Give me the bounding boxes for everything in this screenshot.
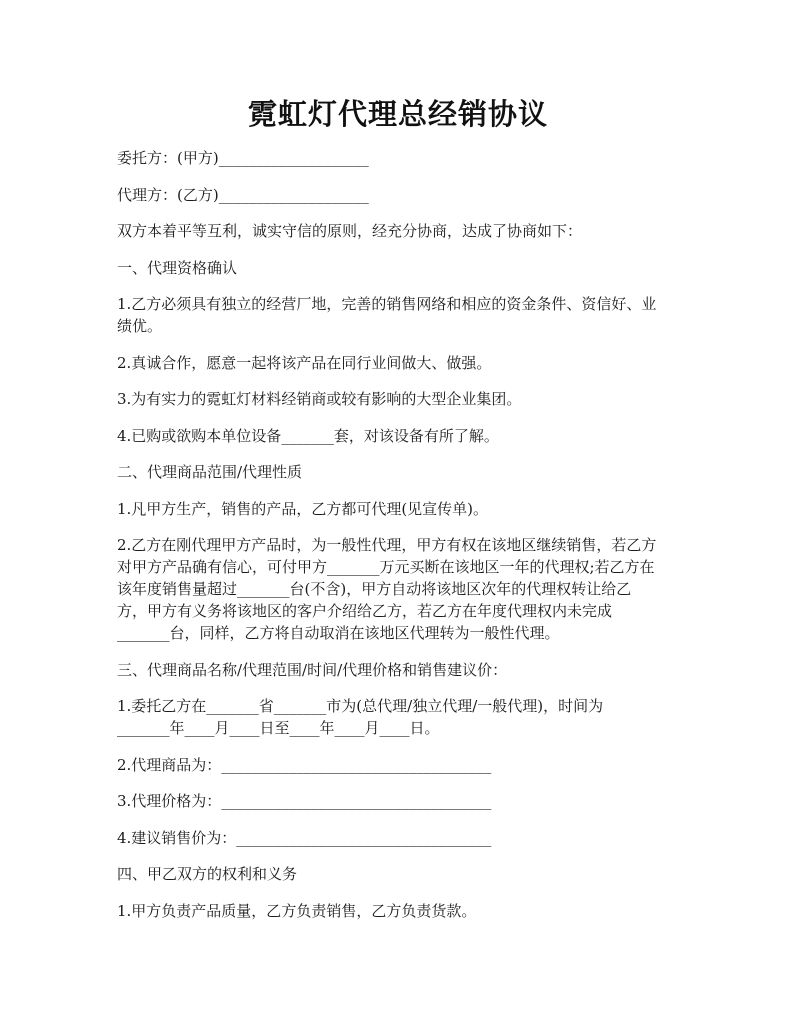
text-line: 方，甲方有义务将该地区的客户介绍给乙方，若乙方在年度代理权内未完成 xyxy=(117,602,613,620)
document-title: 霓虹灯代理总经销协议 xyxy=(247,97,548,131)
text-line: 双方本着平等互利，诚实守信的原则，经充分协商，达成了协商如下： xyxy=(117,222,583,240)
paragraph-clause-1-2 xyxy=(117,352,682,374)
text-line: 一、代理资格确认 xyxy=(117,258,238,277)
paragraph-clause-1-4 xyxy=(117,425,682,447)
paragraph-clause-4-1 xyxy=(117,900,682,922)
text-line: 三、代理商品名称/代理范围/时间/代理价格和销售建议价： xyxy=(117,660,508,679)
text-line: _______年____月____日至____年____月____日。 xyxy=(117,719,440,737)
paragraph-clause-1-3 xyxy=(117,388,682,410)
text-line: 2.代理商品为：____________________________________ xyxy=(117,755,492,774)
text-line: 委托方：(甲方)____________________ xyxy=(117,149,369,167)
text-line: 该年度销售量超过_______台(不含)，甲方自动将该地区次年的代理权转让给乙 xyxy=(117,580,632,598)
paragraph-section-4 xyxy=(117,863,682,885)
paragraph-clause-3-4 xyxy=(117,827,682,849)
text-line: 代理方：(乙方)____________________ xyxy=(117,185,369,204)
paragraph-party-a xyxy=(117,147,682,169)
text-line: 2.乙方在刚代理甲方产品时，为一般性代理，甲方有权在该地区继续销售，若乙方 xyxy=(117,536,657,554)
paragraph-clause-3-1 xyxy=(117,695,682,739)
paragraph-clause-2-2 xyxy=(117,534,682,644)
text-line: 4.已购或欲购本单位设备_______套，对该设备有所了解。 xyxy=(117,426,499,445)
text-line: 四、甲乙双方的权利和义务 xyxy=(117,865,298,883)
text-line: 1.甲方负责产品质量，乙方负责销售，乙方负责货款。 xyxy=(117,901,477,920)
paragraph-clause-1-1 xyxy=(117,293,682,337)
text-line: 二、代理商品范围/代理性质 xyxy=(117,463,303,481)
paragraph-section-1 xyxy=(117,257,682,279)
text-line: 3.代理价格为：____________________________________ xyxy=(117,792,492,810)
paragraph-clause-2-1 xyxy=(117,498,682,520)
text-line: 1.委托乙方在_______省_______市为(总代理/独立代理/一般代理)，时间为 xyxy=(117,697,604,715)
text-line: 对甲方产品确有信心，可付甲方_______万元买断在该地区一年的代理权;若乙方在 xyxy=(117,558,655,576)
text-line: _______台，同样，乙方将自动取消在该地区代理转为一般性代理。 xyxy=(117,624,560,642)
text-line: 绩优。 xyxy=(117,317,163,335)
text-line: 2.真诚合作，愿意一起将该产品在同行业间做大、做强。 xyxy=(117,353,492,372)
text-line: 1.乙方必须具有独立的经营厂地，完善的销售网络和相应的资金条件、资信好、业 xyxy=(117,295,657,313)
text-line: 1.凡甲方生产，销售的产品，乙方都可代理(见宣传单)。 xyxy=(117,499,489,518)
text-line: 4.建议销售价为：__________________________________ xyxy=(117,828,492,847)
paragraph-clause-3-2 xyxy=(117,754,682,776)
document-body xyxy=(117,147,682,936)
paragraph-section-2 xyxy=(117,461,682,483)
text-line: 3.为有实力的霓虹灯材料经销商或较有影响的大型企业集团。 xyxy=(117,390,522,408)
paragraph-party-b xyxy=(117,184,682,206)
paragraph-section-3 xyxy=(117,659,682,681)
paragraph-clause-3-3 xyxy=(117,790,682,812)
paragraph-intro xyxy=(117,220,682,242)
